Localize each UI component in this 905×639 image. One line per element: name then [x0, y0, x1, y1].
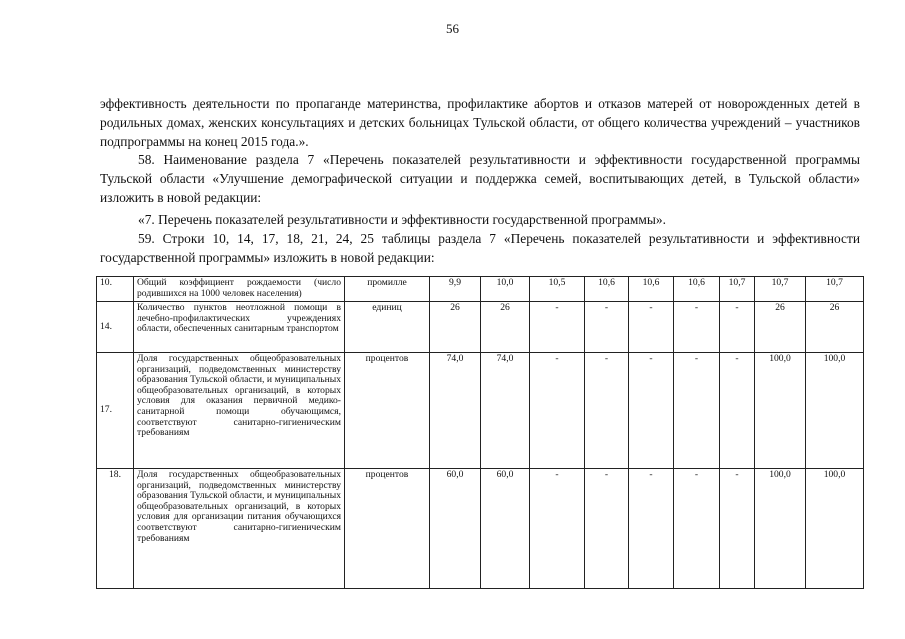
row-number: 17. [97, 353, 134, 469]
paragraph-item-59: 59. Строки 10, 14, 17, 18, 21, 24, 25 таблицы раздела 7 «Перечень показателей результативности и эффективности государственной программы» изложить в новой редакции: [100, 231, 860, 265]
page-number: 56 [446, 21, 459, 36]
value-cell: - [720, 469, 755, 589]
unit-cell: единиц [345, 302, 430, 353]
value-cell: 74,0 [481, 353, 530, 469]
table-row [97, 277, 864, 302]
value-cell: 26 [481, 302, 530, 353]
indicator-name: Доля государственных общеобразовательных организаций, подведомственных министерству образования Тульской области, и муниципальных общеобразовательных организаций, в которых условия для организации питания обучающихся соответствуют санитарно-гигиеническим требованиям [134, 469, 345, 589]
value-cell: - [530, 469, 585, 589]
value-cell: - [674, 353, 720, 469]
value-cell: - [674, 469, 720, 589]
value-cell: - [530, 302, 585, 353]
unit-cell: промилле [345, 277, 430, 302]
value-cell: - [585, 469, 629, 589]
value-cell: - [629, 469, 674, 589]
row-number: 18. [97, 469, 134, 589]
value-cell: 10,5 [530, 277, 585, 302]
value-cell: - [629, 353, 674, 469]
table-row [97, 469, 864, 589]
value-cell: 10,0 [481, 277, 530, 302]
value-cell: 10,7 [720, 277, 755, 302]
indicator-name: Количество пунктов неотложной помощи в лечебно-профилактических учреждениях области, обеспеченных санитарным транспортом [134, 302, 345, 353]
value-cell: 10,7 [755, 277, 806, 302]
paragraph-continuation: эффективность деятельности по пропаганде материнства, профилактике абортов и отказов матерей от новорожденных детей в родильных домах, женских консультациях и детских больницах Тульской области, от общего количества учреждений – участников подпрограммы на конец 2015 года.». [100, 96, 860, 149]
value-cell: 60,0 [481, 469, 530, 589]
row-number: 14. [97, 302, 134, 353]
value-cell: 10,7 [806, 277, 864, 302]
value-cell: - [629, 302, 674, 353]
table-row [97, 353, 864, 469]
indicator-name: Общий коэффициент рождаемости (число родившихся на 1000 человек населения) [134, 277, 345, 302]
unit-cell: процентов [345, 353, 430, 469]
value-cell: 60,0 [430, 469, 481, 589]
value-cell: 100,0 [755, 469, 806, 589]
unit-cell: процентов [345, 469, 430, 589]
value-cell: - [720, 302, 755, 353]
row-number: 10. [97, 277, 134, 302]
value-cell: 100,0 [755, 353, 806, 469]
value-cell: 10,6 [674, 277, 720, 302]
indicators-table [96, 276, 864, 589]
value-cell: - [585, 353, 629, 469]
indicator-name: Доля государственных общеобразовательных организаций, подведомственных министерству образования Тульской области, и муниципальных общеобразовательных организаций, в которых условия для оказания первичной медико-санитарной помощи обучающимся, соответствуют санитарно-гигиеническим требованиям [134, 353, 345, 469]
value-cell: 26 [755, 302, 806, 353]
value-cell: 74,0 [430, 353, 481, 469]
value-cell: 26 [430, 302, 481, 353]
value-cell: - [720, 353, 755, 469]
paragraph-section-title: «7. Перечень показателей результативности и эффективности государственной программы». [138, 212, 666, 227]
value-cell: 10,6 [629, 277, 674, 302]
table-row [97, 302, 864, 353]
value-cell: - [585, 302, 629, 353]
value-cell: 100,0 [806, 469, 864, 589]
value-cell: 10,6 [585, 277, 629, 302]
value-cell: 100,0 [806, 353, 864, 469]
value-cell: 9,9 [430, 277, 481, 302]
value-cell: - [530, 353, 585, 469]
value-cell: - [674, 302, 720, 353]
value-cell: 26 [806, 302, 864, 353]
paragraph-item-58: 58. Наименование раздела 7 «Перечень показателей результативности и эффективности государственной программы Тульской области «Улучшение демографической ситуации и поддержка семей, воспитывающих детей, в Тульской области» изложить в новой редакции: [100, 152, 860, 205]
